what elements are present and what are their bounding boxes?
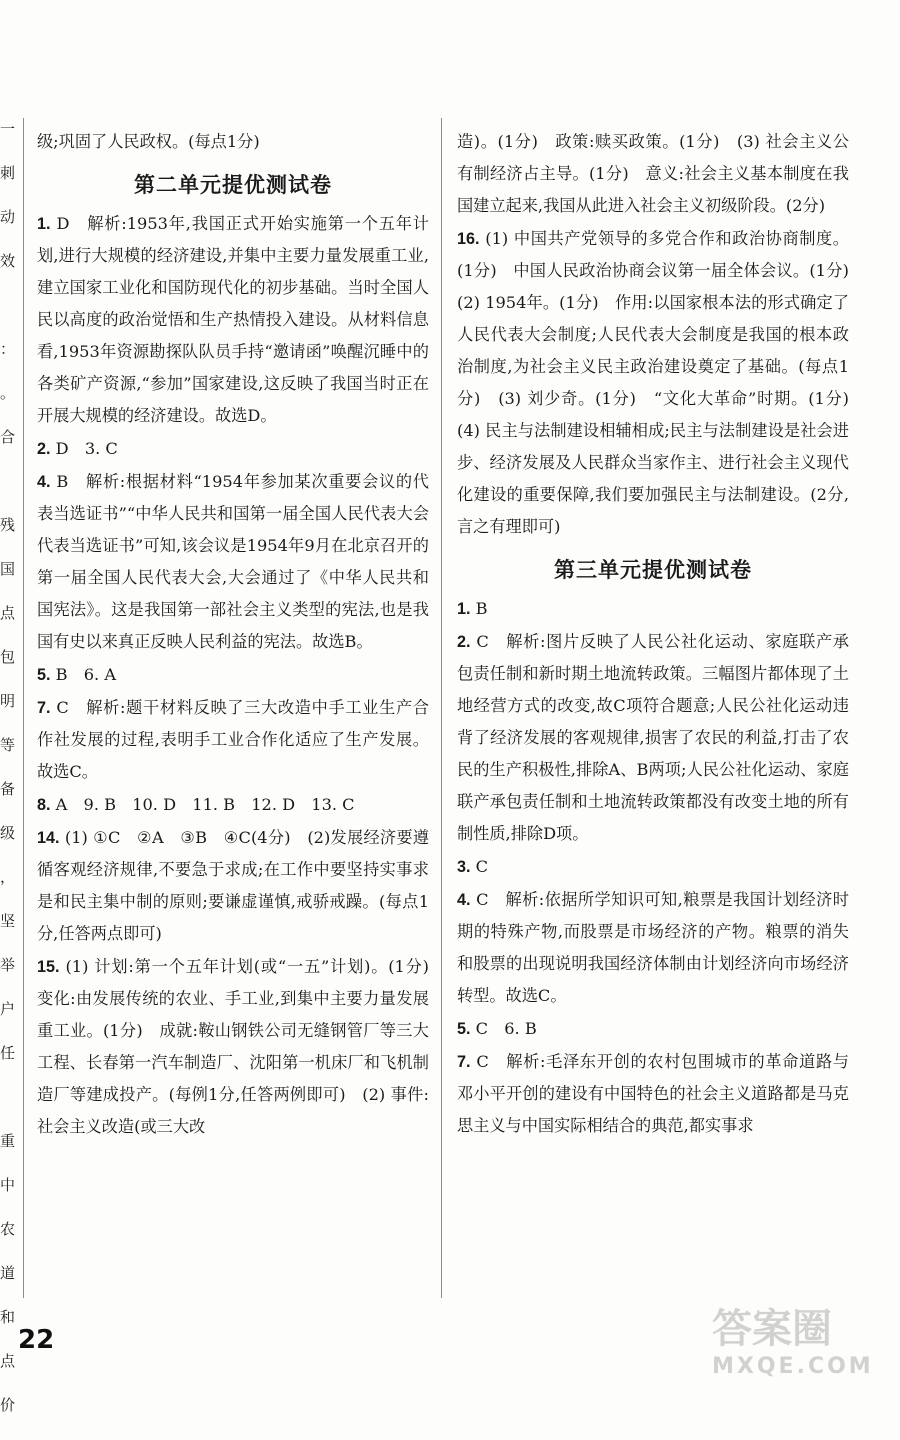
column-divider — [441, 118, 442, 1298]
edge-char: 任 — [0, 1044, 16, 1062]
edge-char: 农 — [0, 1220, 16, 1238]
edge-char — [0, 296, 16, 340]
edge-char: 。 — [0, 384, 16, 402]
edge-char: 和 — [0, 1308, 16, 1326]
right-items-b — [457, 593, 849, 1142]
answer-number: 2. — [457, 633, 471, 651]
answer-number: 8. — [37, 796, 51, 814]
answer-item — [37, 692, 429, 788]
answer-item — [457, 884, 849, 1012]
edge-char: 点 — [0, 604, 16, 622]
edge-char: 举 — [0, 956, 16, 974]
edge-char: 等 — [0, 736, 16, 754]
watermark-url: MXQE.COM — [712, 1354, 874, 1379]
right-continuation: 造)。(1分) 政策:赎买政策。(1分) (3) 社会主义公有制经济占主导。(1分) 意义:社会主义基本制度在我国建立起来,我国从此进入社会主义初级阶段。(2分) — [457, 132, 849, 215]
answer-item — [457, 1046, 849, 1142]
edge-char: 合 — [0, 428, 16, 446]
section-title-unit-2: 第二单元提优测试卷 — [134, 173, 332, 197]
edge-char: 效 — [0, 252, 16, 270]
edge-char: ， — [0, 868, 16, 886]
answer-item — [37, 659, 429, 691]
answer-text: (1) ①C ②A ③B ④C(4分) (2)发展经济要遵循客观经济规律,不要急于求成;在工作中要坚持实事求是和民主集中制的原则;要谦虚谨慎,戒骄戒躁。(每点1分,任答两点即可) — [37, 828, 429, 943]
edge-char: 明 — [0, 692, 16, 710]
answer-item — [457, 626, 849, 850]
right-column — [457, 126, 866, 1143]
answer-text: D 3. C — [50, 439, 118, 458]
edge-char: 中 — [0, 1176, 16, 1194]
edge-char: 户 — [0, 1000, 16, 1018]
edge-char: 点 — [0, 1352, 16, 1370]
edge-char — [0, 1088, 16, 1132]
answer-item — [37, 789, 429, 821]
answer-number: 2. — [37, 440, 51, 458]
answer-item — [37, 208, 429, 432]
answer-number: 14. — [37, 829, 60, 847]
answer-text: C — [470, 857, 489, 876]
answer-item — [37, 433, 429, 465]
right-items-a — [457, 223, 866, 543]
left-margin-rule — [23, 118, 24, 1298]
answer-text: (1) 计划:第一个五年计划(或“一五”计划)。(1分) 变化:由发展传统的农业、手工业,到集中主要力量发展重工业。(1分) 成就:鞍山钢铁公司无缝钢管厂等三大工程、长春第一汽车制造厂、沈阳第一机床厂和飞机制造厂等建成投产。(每例1分,任答两例即可) (2) 事件:社会主义改造(或三大改 — [37, 957, 446, 1136]
answer-number: 3. — [457, 858, 471, 876]
left-items — [37, 208, 446, 1143]
edge-char: 残 — [0, 516, 16, 534]
edge-char: 一 — [0, 120, 16, 138]
edge-char: ： — [0, 340, 16, 358]
answer-number: 4. — [457, 891, 471, 909]
answer-text: D 解析:1953年,我国正式开始实施第一个五年计划,进行大规模的经济建设,并集中主要力量发展重工业,建立国家工业化和国防现代化的初步基础。当时全国人民以高度的政治觉悟和生产热情投入建设。从材料信息看,1953年资源勘探队队员手持“邀请函”唤醒沉睡中的各类矿产资源,“参加”国家建设,这反映了我国当时正在开展大规模的经济建设。故选D。 — [37, 214, 429, 425]
answer-item — [37, 822, 429, 950]
edge-char — [0, 472, 16, 516]
answer-text: C 6. B — [470, 1019, 537, 1038]
left-edge-text — [0, 120, 16, 1440]
left-intro: 级;巩固了人民政权。(每点1分) — [37, 132, 260, 151]
answer-text: A 9. B 10. D 11. B 12. D 13. C — [50, 795, 355, 814]
answer-number: 4. — [37, 473, 51, 491]
answer-item — [457, 593, 849, 625]
edge-char: 动 — [0, 208, 16, 226]
answer-text: C 解析:图片反映了人民公社化运动、家庭联产承包责任制和新时期土地流转政策。三幅图片都体现了土地经营方式的改变,故C项符合题意;人民公社化运动违背了经济发展的客观规律,损害了农民的利益,打击了农民的生产积极性,排除A、B两项;人民公社化运动、家庭联产承包责任制和土地流转政策都没有改变土地的所有制性质,排除D项。 — [457, 632, 849, 843]
answer-number: 1. — [37, 215, 51, 233]
edge-char: 备 — [0, 780, 16, 798]
answer-item — [457, 223, 866, 543]
answer-number: 16. — [457, 230, 480, 248]
section-title-unit-3: 第三单元提优测试卷 — [554, 558, 752, 582]
edge-char: 级 — [0, 824, 16, 842]
answer-number: 1. — [457, 600, 471, 618]
answer-text: B 解析:根据材料“1954年参加某次重要会议的代表当选证书”“中华人民共和国第一届全国人民代表大会代表当选证书”可知,该会议是1954年9月在北京召开的第一届全国人民代表大会,大会通过了《中华人民共和国宪法》。这是我国第一部社会主义类型的宪法,也是我国有史以来真正反映人民利益的宪法。故选B。 — [37, 472, 429, 651]
edge-char: 刺 — [0, 164, 16, 182]
answer-number: 7. — [457, 1053, 471, 1071]
page-number: 22 — [18, 1325, 55, 1355]
answer-text: (1) 中国共产党领导的多党合作和政治协商制度。(1分) 中国人民政治协商会议第一届全体会议。(1分) (2) 1954年。(1分) 作用:以国家根本法的形式确定了人民代表大会制度;人民代表大会制度是我国的根本政治制度,为社会主义民主政治建设奠定了基础。(每点1分) (3) 刘少奇。(1分) “文化大革命”时期。(1分) (4) 民主与法制建设相辅相成;民主与法制建设是社会进步、经济发展及人民群众当家作主、进行社会主义现代化建设的重要保障,我们要加强民主与法制建设。(2分,言之有理即可) — [457, 229, 866, 536]
answer-item — [457, 851, 849, 883]
answer-number: 15. — [37, 958, 60, 976]
answer-item — [37, 951, 446, 1143]
answer-number: 5. — [457, 1020, 471, 1038]
edge-char: 坚 — [0, 912, 16, 930]
left-column — [37, 126, 446, 1144]
answer-item — [457, 1013, 849, 1045]
edge-char: 价 — [0, 1396, 16, 1414]
answer-text: B — [470, 599, 488, 618]
watermark-logo — [712, 1297, 892, 1387]
answer-item — [37, 466, 429, 658]
answer-text: C 解析:毛泽东开创的农村包围城市的革命道路与邓小平开创的建设有中国特色的社会主义道路都是马克思主义与中国实际相结合的典范,都实事求 — [457, 1052, 849, 1135]
edge-char: 重 — [0, 1132, 16, 1150]
edge-char: 包 — [0, 648, 16, 666]
answer-number: 7. — [37, 699, 51, 717]
answer-number: 5. — [37, 666, 51, 684]
watermark-text: 答案圈 — [712, 1306, 832, 1352]
answer-text: B 6. A — [50, 665, 117, 684]
answer-text: C 解析:题干材料反映了三大改造中手工业生产合作社发展的过程,表明手工业合作化适应了生产发展。故选C。 — [37, 698, 429, 781]
edge-char: 道 — [0, 1264, 16, 1282]
answer-text: C 解析:依据所学知识可知,粮票是我国计划经济时期的特殊产物,而股票是市场经济的产物。粮票的消失和股票的出现说明我国经济体制由计划经济向市场经济转型。故选C。 — [457, 890, 849, 1005]
edge-char: 国 — [0, 560, 16, 578]
